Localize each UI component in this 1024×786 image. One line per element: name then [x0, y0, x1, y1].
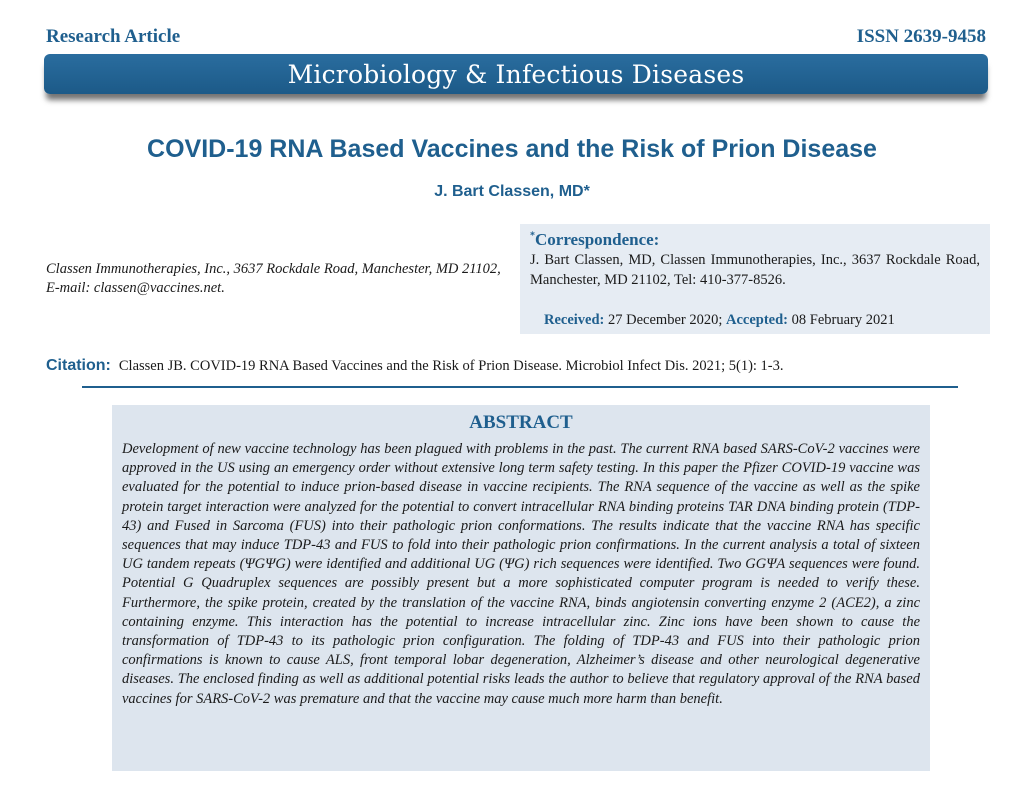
correspondence-text: J. Bart Classen, MD, Classen Immunotherapies, Inc., 3637 Rockdale Road, Manchester, MD 21102, Tel: 410-377-8526. [530, 252, 980, 288]
journal-title: Microbiology & Infectious Diseases [287, 59, 745, 89]
citation-text: Classen JB. COVID-19 RNA Based Vaccines and the Risk of Prion Disease. Microbiol Infect Dis. 2021; 5(1): 1-3. [118, 358, 784, 374]
article-type-label: Research Article [46, 26, 181, 47]
accepted-label: Accepted: [726, 312, 789, 328]
received-date: 27 December 2020; [608, 312, 723, 328]
citation [46, 357, 784, 375]
article-dates [544, 312, 895, 329]
journal-banner [44, 54, 988, 94]
correspondence-heading-text: Correspondence: [535, 230, 660, 249]
author-affiliation: Classen Immunotherapies, Inc., 3637 Rockdale Road, Manchester, MD 21102, E-mail: classen@vaccines.net. [46, 261, 501, 296]
correspondence-marker: * [530, 230, 535, 242]
received-label: Received: [544, 312, 605, 328]
accepted-date: 08 February 2021 [791, 312, 895, 328]
abstract-body: Development of new vaccine technology has been plagued with problems in the past. The current RNA based SARS-CoV-2 vaccines were approved in the US using an emergency order without extensive long term safety testing. In this paper the Pfizer COVID-19 vaccine was evaluated for the potential to induce prion-based disease in vaccine recipients. The RNA sequence of the vaccine as well as the spike protein target interaction were analyzed for the potential to convert intracellular RNA binding proteins TAR DNA binding protein (TDP-43) and Fused in Sarcoma (FUS) into their pathologic prion conformations. The results indicate that the vaccine RNA has specific sequences that may induce TDP-43 and FUS to fold into their pathologic prion confirmations. In the current analysis a total of sixteen UG tandem repeats (ΨGΨG) were identified and additional UG (ΨG) rich sequences were identified. Two GGΨA sequences were found. Potential G Quadruplex sequences are possibly present but a more sophisticated computer program is needed to verify these. Furthermore, the spike protein, created by the translation of the vaccine RNA, binds angiotensin converting enzyme 2 (ACE2), a zinc containing enzyme. This interaction has the potential to increase intracellular zinc. Zinc ions have been shown to cause the transformation of TDP-43 to its pathologic prion configuration. The folding of TDP-43 and FUS into their pathologic prion confirmations is known to cause ALS, front temporal lobar degeneration, Alzheimer’s disease and other neurological degenerative diseases. The enclosed finding as well as additional potential risks leads the author to believe that regulatory approval of the RNA based vaccines for SARS-CoV-2 was premature and that the vaccine may cause much more harm than benefit. [122, 441, 920, 707]
correspondence-heading [530, 230, 659, 250]
citation-label: Citation: [46, 357, 111, 374]
article-title: COVID-19 RNA Based Vaccines and the Risk of Prion Disease [147, 135, 877, 163]
section-divider [82, 386, 958, 388]
abstract-heading: ABSTRACT [469, 412, 573, 433]
article-author: J. Bart Classen, MD* [434, 183, 590, 200]
issn-label: ISSN 2639-9458 [856, 26, 986, 47]
